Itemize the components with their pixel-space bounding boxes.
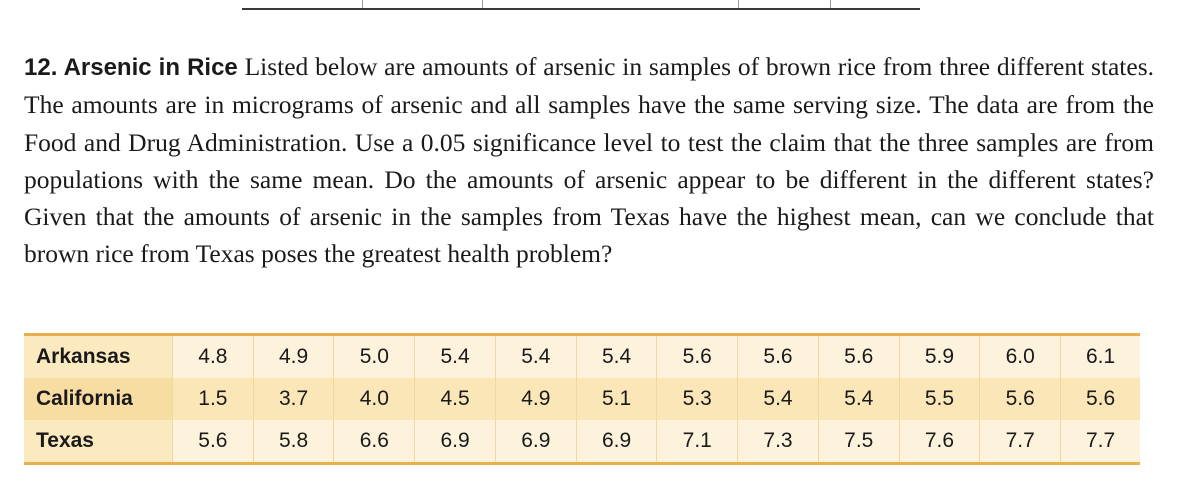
table-row-texas bbox=[24, 420, 1140, 464]
table-cell: 5.4 bbox=[738, 378, 819, 420]
previous-table-fragment bbox=[242, 0, 920, 10]
arsenic-data-table bbox=[24, 333, 1140, 465]
table-cell: 7.5 bbox=[818, 420, 899, 464]
table-cell: 6.9 bbox=[576, 420, 657, 464]
column-divider bbox=[482, 0, 483, 8]
table-row-california bbox=[24, 378, 1140, 420]
table-cell: 5.1 bbox=[576, 378, 657, 420]
table-cell: 5.3 bbox=[657, 378, 738, 420]
table-cell: 1.5 bbox=[173, 378, 254, 420]
table-cell: 7.3 bbox=[738, 420, 819, 464]
table-cell: 5.6 bbox=[657, 335, 738, 379]
table-cell: 5.6 bbox=[818, 335, 899, 379]
table-cell: 4.9 bbox=[253, 335, 334, 379]
table-cell: 5.6 bbox=[173, 420, 254, 464]
problem-title: Arsenic in Rice bbox=[63, 54, 238, 81]
row-label: Arkansas bbox=[24, 335, 173, 379]
row-label: Texas bbox=[24, 420, 173, 464]
table-row-arkansas bbox=[24, 335, 1140, 379]
problem-statement bbox=[24, 48, 1154, 273]
table-cell: 7.6 bbox=[899, 420, 980, 464]
table-cell: 5.4 bbox=[576, 335, 657, 379]
table-cell: 6.9 bbox=[415, 420, 496, 464]
table-cell: 5.4 bbox=[818, 378, 899, 420]
table-cell: 3.7 bbox=[253, 378, 334, 420]
table-cell: 4.9 bbox=[495, 378, 576, 420]
table-cell: 5.5 bbox=[899, 378, 980, 420]
problem-number: 12. bbox=[24, 54, 58, 81]
table-cell: 5.0 bbox=[334, 335, 415, 379]
column-divider bbox=[738, 0, 739, 8]
table-cell: 6.6 bbox=[334, 420, 415, 464]
table-cell: 7.7 bbox=[1061, 420, 1140, 464]
table-cell: 4.5 bbox=[415, 378, 496, 420]
table-cell: 5.4 bbox=[495, 335, 576, 379]
table-cell: 5.4 bbox=[415, 335, 496, 379]
table-cell: 5.8 bbox=[253, 420, 334, 464]
table-cell: 6.0 bbox=[980, 335, 1061, 379]
table-cell: 5.6 bbox=[980, 378, 1061, 420]
table-cell: 6.1 bbox=[1061, 335, 1140, 379]
table-cell: 7.1 bbox=[657, 420, 738, 464]
row-label: California bbox=[24, 378, 173, 420]
table-cell: 7.7 bbox=[980, 420, 1061, 464]
problem-text: Listed below are amounts of arsenic in samples of brown rice from three different states. The amounts are in micrograms of arsenic and all samples have the same serving size. The data are from the Food and Drug Administration. Use a 0.05 significance level to test the claim that the three samples are from populations with the same mean. Do the amounts of arsenic appear to be different in the different states? Given that the amounts of arsenic in the samples from Texas have the highest mean, can we conclude that brown rice from Texas poses the greatest health problem? bbox=[24, 52, 1154, 269]
table-cell: 5.6 bbox=[1061, 378, 1140, 420]
table-cell: 4.8 bbox=[173, 335, 254, 379]
column-divider bbox=[362, 0, 363, 8]
table-cell: 6.9 bbox=[495, 420, 576, 464]
table-cell: 5.6 bbox=[738, 335, 819, 379]
column-divider bbox=[830, 0, 831, 8]
problem-heading bbox=[24, 54, 238, 81]
table-cell: 4.0 bbox=[334, 378, 415, 420]
table-cell: 5.9 bbox=[899, 335, 980, 379]
